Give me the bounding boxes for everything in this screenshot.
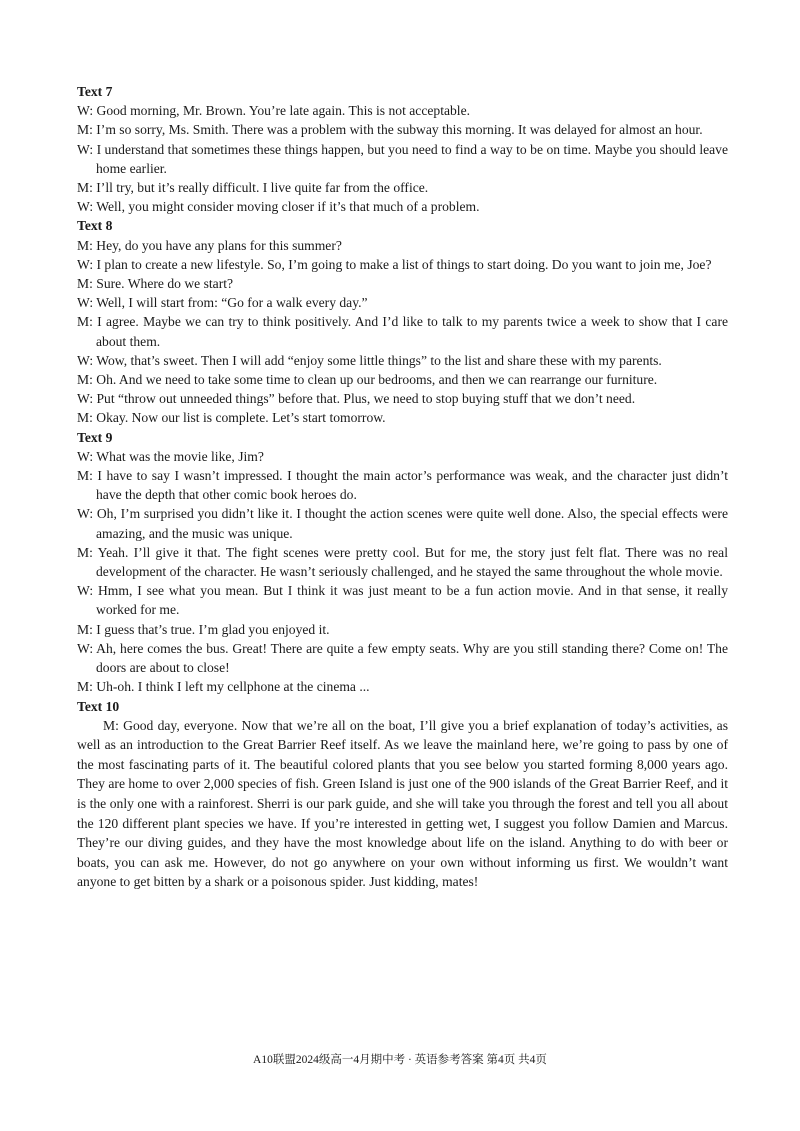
dialogue-line: W: Hmm, I see what you mean. But I think it was just meant to be a fun action movie. And in that sense, it really worked for me.: [77, 583, 728, 618]
monologue-paragraph: M: Good day, everyone. Now that we’re all on the boat, I’ll give you a brief explanation of today’s activities, as well as an introduction to the Great Barrier Reef itself. As we leave the mainland here, we’re going to pass by one of the most fascinating parts of it. The beautiful colored plants that you see below you started forming 8,000 years ago. They are home to over 2,000 species of fish. Green Island is just one of the 900 islands of the Great Barrier Reef, and it is the only one with a rainforest. Sherri is our park guide, and she will take you through the forest and tell you all about the 120 different plant species we have. If you’re interested in getting wet, I suggest you follow Damien and Marcus. They’re our diving guides, and they have the most knowledge about life on the island. Anything to do with beer or boats, you can ask me. However, do not go anywhere on your own without informing us first. We wouldn’t want anyone to get bitten by a shark or a poisonous spider. Just kidding, mates!: [77, 717, 728, 890]
dialogue-line: W: I plan to create a new lifestyle. So, I’m going to make a list of things to start doing. Do you want to join me, Joe?: [77, 256, 712, 272]
dialogue-line: W: Oh, I’m surprised you didn’t like it. I thought the action scenes were quite well done. Also, the special effects were amazing, and the music was unique.: [77, 506, 728, 541]
dialogue-line: W: Wow, that’s sweet. Then I will add “enjoy some little things” to the list and share these with my parents.: [77, 352, 662, 368]
dialogue-line: M: Hey, do you have any plans for this summer?: [77, 237, 342, 253]
dialogue-line: M: Yeah. I’ll give it that. The fight scenes were pretty cool. But for me, the story just felt flat. There was no real development of the character. He wasn’t seriously challenged, and he stayed the same throughout the whole movie.: [77, 544, 728, 580]
dialogue-line: M: I agree. Maybe we can try to think positively. And I’d like to talk to my parents twice a week to show that I care about them.: [77, 314, 728, 349]
text-10-section: [77, 697, 728, 893]
dialogue-line: M: I have to say I wasn’t impressed. I thought the main actor’s performance was weak, and the character just didn’t have the depth that other comic book heroes do.: [77, 468, 728, 503]
dialogue-line: M: Okay. Now our list is complete. Let’s start tomorrow.: [77, 410, 386, 426]
dialogue-line: M: Sure. Where do we start?: [77, 276, 234, 292]
text-7-section: [77, 82, 728, 216]
dialogue-line: M: Uh-oh. I think I left my cellphone at the cinema ...: [77, 679, 370, 695]
dialogue-line: W: Well, you might consider moving closer if it’s that much of a problem.: [77, 199, 480, 215]
dialogue-line: W: Good morning, Mr. Brown. You’re late again. This is not acceptable.: [77, 103, 471, 119]
dialogue-line: W: Well, I will start from: “Go for a walk every day.”: [77, 295, 368, 311]
section-heading: Text 10: [77, 698, 120, 714]
answer-key-page: [77, 82, 728, 892]
dialogue-line: M: Oh. And we need to take some time to clean up our bedrooms, and then we can rearrange our furniture.: [77, 372, 658, 388]
section-heading: Text 9: [77, 429, 113, 445]
dialogue-line: M: I guess that’s true. I’m glad you enjoyed it.: [77, 621, 330, 637]
dialogue-line: W: What was the movie like, Jim?: [77, 448, 264, 464]
text-9-section: [77, 428, 728, 697]
text-8-section: [77, 216, 728, 427]
page-footer: A10联盟2024级高一4月期中考 · 英语参考答案 第4页 共4页: [253, 1054, 547, 1066]
section-heading: Text 7: [77, 84, 113, 99]
dialogue-line: M: I’ll try, but it’s really difficult. I live quite far from the office.: [77, 180, 429, 196]
section-heading: Text 8: [77, 218, 113, 234]
dialogue-line: W: I understand that sometimes these things happen, but you need to find a way to be on time. Maybe you should leave home earlier.: [77, 141, 728, 176]
dialogue-line: M: I’m so sorry, Ms. Smith. There was a problem with the subway this morning. It was delayed for almost an hour.: [77, 122, 703, 138]
dialogue-line: W: Ah, here comes the bus. Great! There are quite a few empty seats. Why are you still standing there? Come on! The doors are about to close!: [77, 640, 728, 676]
dialogue-line: W: Put “throw out unneeded things” before that. Plus, we need to stop buying stuff that we don’t need.: [77, 391, 636, 407]
